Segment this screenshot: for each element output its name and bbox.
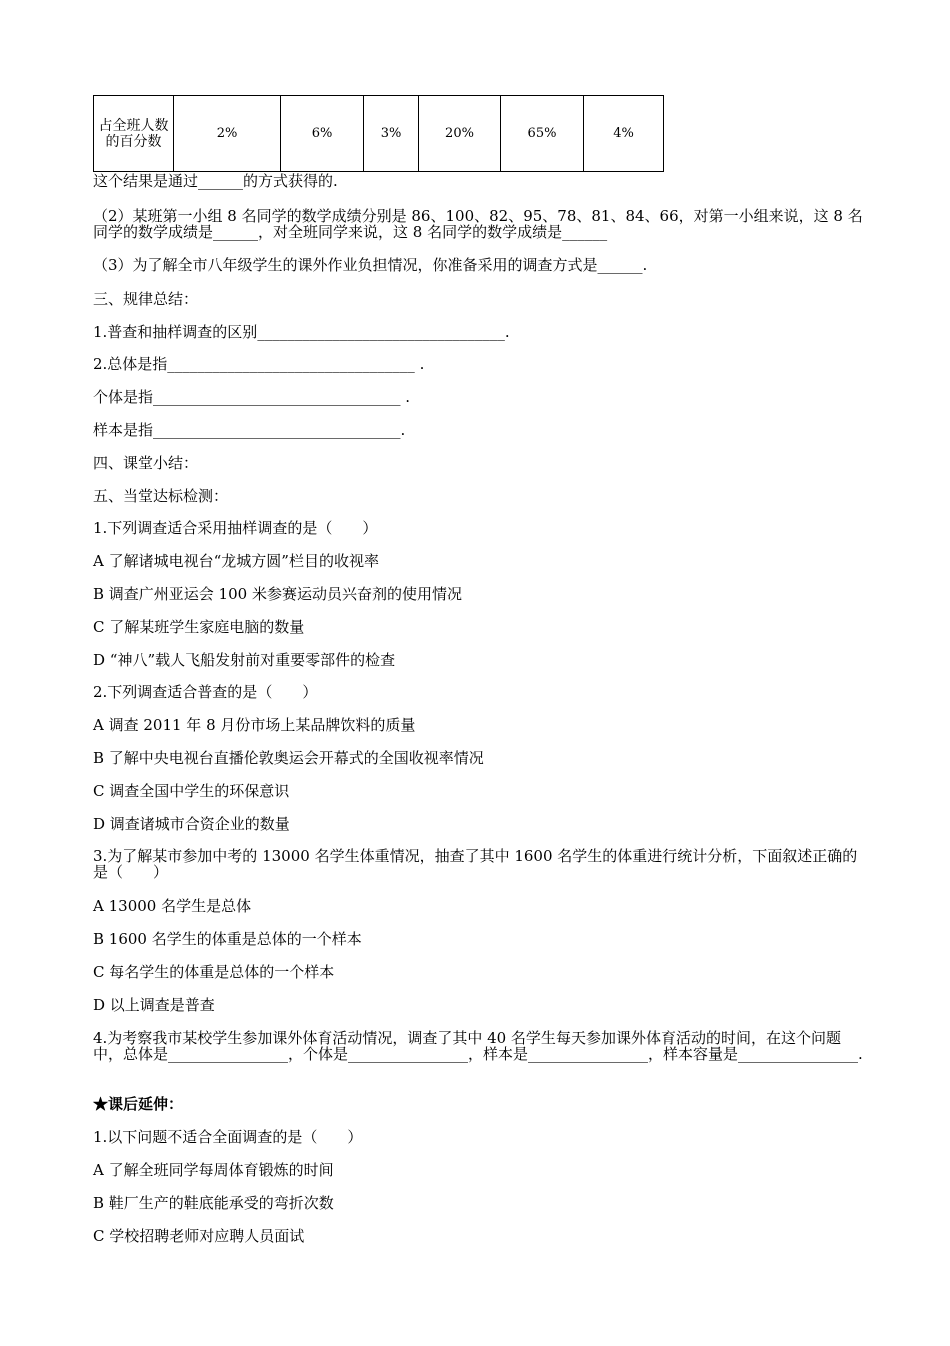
test-question-2: 2.下列调查适合普查的是（ ） bbox=[93, 683, 318, 701]
survey-method-question: 这个结果是通过______的方式获得的. bbox=[93, 172, 338, 190]
option-item: D 调查诸城市合资企业的数量 bbox=[93, 815, 290, 833]
option-item: B 1600 名学生的体重是总体的一个样本 bbox=[93, 930, 362, 948]
option-item: A 了解诸城电视台“龙城方圆”栏目的收视率 bbox=[93, 552, 379, 570]
table-cell: 2% bbox=[174, 96, 281, 172]
section-heading-extension: ★课后延伸： bbox=[93, 1095, 184, 1113]
extension-question-1: 1.以下问题不适合全面调查的是（ ） bbox=[93, 1128, 363, 1146]
table-row-header: 占全班人数的百分数 bbox=[94, 96, 174, 172]
option-item: B 调查广州亚运会 100 米参赛运动员兴奋剂的使用情况 bbox=[93, 585, 462, 603]
option-item: A 了解全班同学每周体育锻炼的时间 bbox=[93, 1161, 334, 1179]
option-item: A 调查 2011 年 8 月份市场上某品牌饮料的质量 bbox=[93, 716, 416, 734]
question-2: （2）某班第一小组 8 名同学的数学成绩分别是 86、100、82、95、78、81、84、66，对第一小组来说，这 8 名同学的数学成绩是______，对全班同学来说，这 8 名同学的数学成绩是______ bbox=[93, 207, 863, 241]
option-item: D 以上调查是普查 bbox=[93, 996, 215, 1014]
option-item: C 每名学生的体重是总体的一个样本 bbox=[93, 963, 335, 981]
test-question-1: 1.下列调查适合采用抽样调查的是（ ） bbox=[93, 519, 378, 537]
option-item: C 调查全国中学生的环保意识 bbox=[93, 782, 290, 800]
option-item: C 了解某班学生家庭电脑的数量 bbox=[93, 618, 305, 636]
section-heading-class-summary: 四、课堂小结： bbox=[93, 454, 199, 472]
test-question-3: 3.为了解某市参加中考的 13000 名学生体重情况，抽查了其中 1600 名学生的体重进行统计分析，下面叙述正确的是（ ） bbox=[93, 847, 858, 881]
table-row bbox=[94, 96, 664, 172]
section-heading-test: 五、当堂达标检测： bbox=[93, 487, 229, 505]
option-item: B 了解中央电视台直播伦敦奥运会开幕式的全国收视率情况 bbox=[93, 749, 484, 767]
rule-item-individual: 个体是指_________________________________ . bbox=[93, 388, 411, 406]
rule-item-sample: 样本是指_________________________________. bbox=[93, 421, 406, 439]
section-heading-rule-summary: 三、规律总结： bbox=[93, 290, 199, 308]
rule-item-1: 1.普查和抽样调查的区别_________________________________. bbox=[93, 323, 510, 341]
percentage-table bbox=[93, 95, 664, 172]
table-cell: 4% bbox=[584, 96, 664, 172]
rule-item-2: 2.总体是指_________________________________ . bbox=[93, 355, 425, 373]
option-item: A 13000 名学生是总体 bbox=[93, 897, 252, 915]
table-cell: 20% bbox=[419, 96, 501, 172]
table-cell: 3% bbox=[364, 96, 419, 172]
question-3: （3）为了解全市八年级学生的课外作业负担情况，你准备采用的调查方式是______. bbox=[93, 256, 648, 274]
table-cell: 6% bbox=[281, 96, 364, 172]
table-cell: 65% bbox=[501, 96, 584, 172]
option-item: C 学校招聘老师对应聘人员面试 bbox=[93, 1227, 305, 1245]
option-item: D “神八”载人飞船发射前对重要零部件的检查 bbox=[93, 651, 396, 669]
option-item: B 鞋厂生产的鞋底能承受的弯折次数 bbox=[93, 1194, 334, 1212]
test-question-4: 4.为考察我市某校学生参加课外体育活动情况，调查了其中 40 名学生每天参加课外体育活动的时间，在这个问题中，总体是________________，个体是________________，样本是________________，样本容量是________________. bbox=[93, 1029, 863, 1063]
